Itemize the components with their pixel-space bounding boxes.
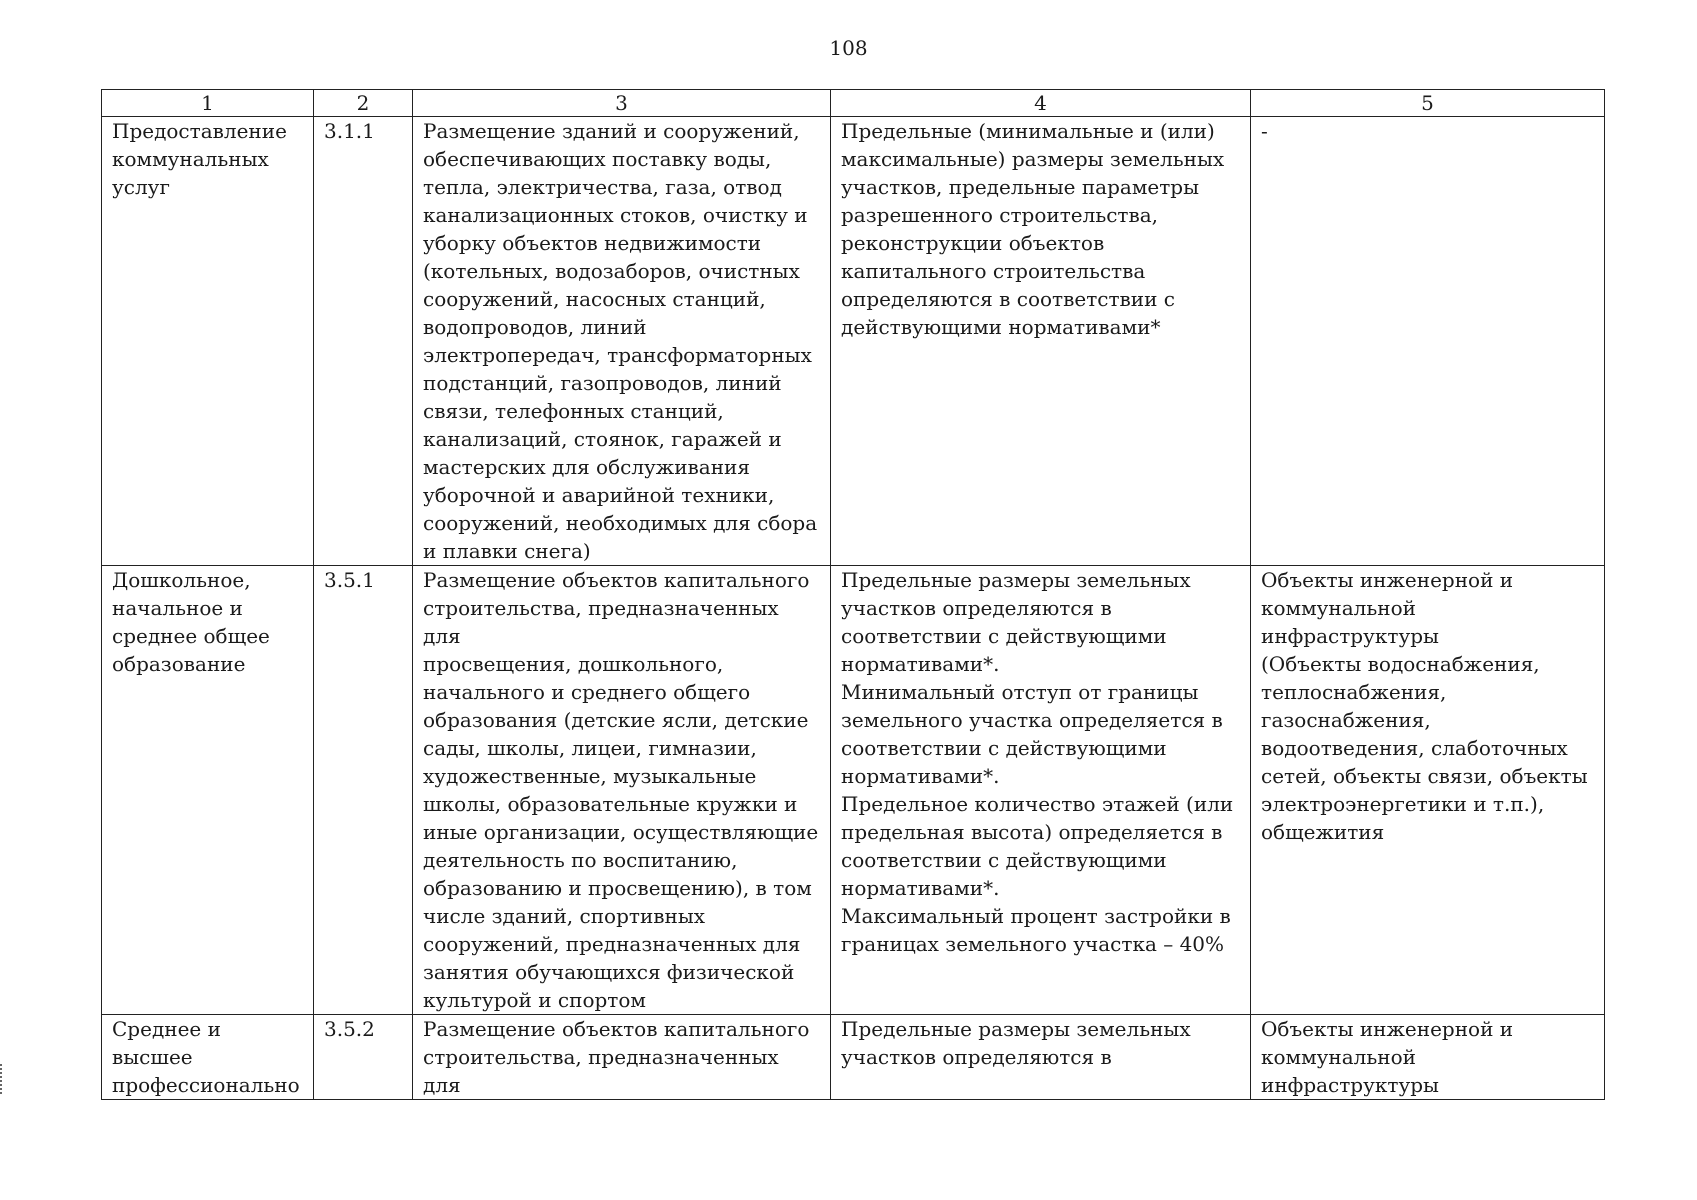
use-code: 3.1.1 [324, 119, 375, 143]
use-parameters-cell [831, 566, 1251, 1015]
column-header-1: 1 [102, 90, 314, 117]
use-code-cell [314, 1015, 413, 1100]
use-parameters: Предельные размеры земельных участков определяются в соответствии с действующими нормативами*. Минимальный отступ от границы земельного участка определяется в соответствии с действующими нормативами*. Предельное количество этажей (или предельная высота) определяется в соответствии с действующими нормативами*. Максимальный процент застройки в границах земельного участка – 40% [841, 568, 1234, 956]
table-row [102, 117, 1605, 566]
column-header-3: 3 [413, 90, 831, 117]
use-description: Размещение зданий и сооружений, обеспечивающих поставку воды, тепла, электричества, газа, отвод канализационных стоков, очистку и уборку объектов недвижимости (котельных, водозаборов, очистных сооружений, насосных станций, водопроводов, линий электропередач, трансформаторных подстанций, газопроводов, линий связи, телефонных станций, канализаций, стоянок, гаражей и мастерских для обслуживания уборочной и аварийной техники, сооружений, необходимых для сбора и плавки снега) [423, 119, 818, 563]
column-header-4: 4 [831, 90, 1251, 117]
auxiliary-uses: Объекты инженерной и коммунальной инфраструктуры [1261, 1017, 1514, 1097]
use-name: Предоставление коммунальных услуг [112, 119, 287, 199]
auxiliary-uses-cell [1251, 1015, 1605, 1100]
column-header-5: 5 [1251, 90, 1605, 117]
use-code: 3.5.1 [324, 568, 375, 592]
table-row [102, 1015, 1605, 1100]
use-parameters-cell [831, 117, 1251, 566]
use-parameters: Предельные размеры земельных участков определяются в [841, 1017, 1191, 1069]
page-number: 108 [829, 36, 868, 60]
use-name-cell [102, 566, 314, 1015]
use-parameters: Предельные (минимальные и (или) максимальные) размеры земельных участков, предельные параметры разрешенного строительства, реконструкции объектов капитального строительства определяются в соответствии с действующими нормативами* [841, 119, 1225, 339]
use-name-cell [102, 1015, 314, 1100]
use-code-cell [314, 117, 413, 566]
use-name-cell [102, 117, 314, 566]
use-description-cell [413, 1015, 831, 1100]
use-code-cell [314, 566, 413, 1015]
table-header-row [102, 90, 1605, 117]
column-header-2: 2 [314, 90, 413, 117]
use-parameters-cell [831, 1015, 1251, 1100]
use-name: Среднее и высшее профессионально [112, 1017, 300, 1097]
auxiliary-uses: - [1261, 119, 1268, 143]
use-description-cell [413, 117, 831, 566]
scan-margin-mark [0, 1064, 5, 1094]
auxiliary-uses-cell [1251, 566, 1605, 1015]
land-use-table [101, 89, 1605, 1100]
use-description: Размещение объектов капитального строительства, предназначенных для [423, 1017, 810, 1097]
auxiliary-uses: Объекты инженерной и коммунальной инфраструктуры (Объекты водоснабжения, теплоснабжения, газоснабжения, водоотведения, слаботочных сетей, объекты связи, объекты электроэнергетики и т.п.), общежития [1261, 568, 1588, 844]
use-description-cell [413, 566, 831, 1015]
use-name: Дошкольное, начальное и среднее общее образование [112, 568, 270, 676]
table-row [102, 566, 1605, 1015]
use-code: 3.5.2 [324, 1017, 375, 1041]
auxiliary-uses-cell [1251, 117, 1605, 566]
use-description: Размещение объектов капитального строительства, предназначенных для просвещения, дошкольного, начального и среднего общего образования (детские ясли, детские сады, школы, лицеи, гимназии, художественные, музыкальные школы, образовательные кружки и иные организации, осуществляющие деятельность по воспитанию, образованию и просвещению), в том числе зданий, спортивных сооружений, предназначенных для занятия обучающихся физической культурой и спортом [423, 568, 819, 1012]
